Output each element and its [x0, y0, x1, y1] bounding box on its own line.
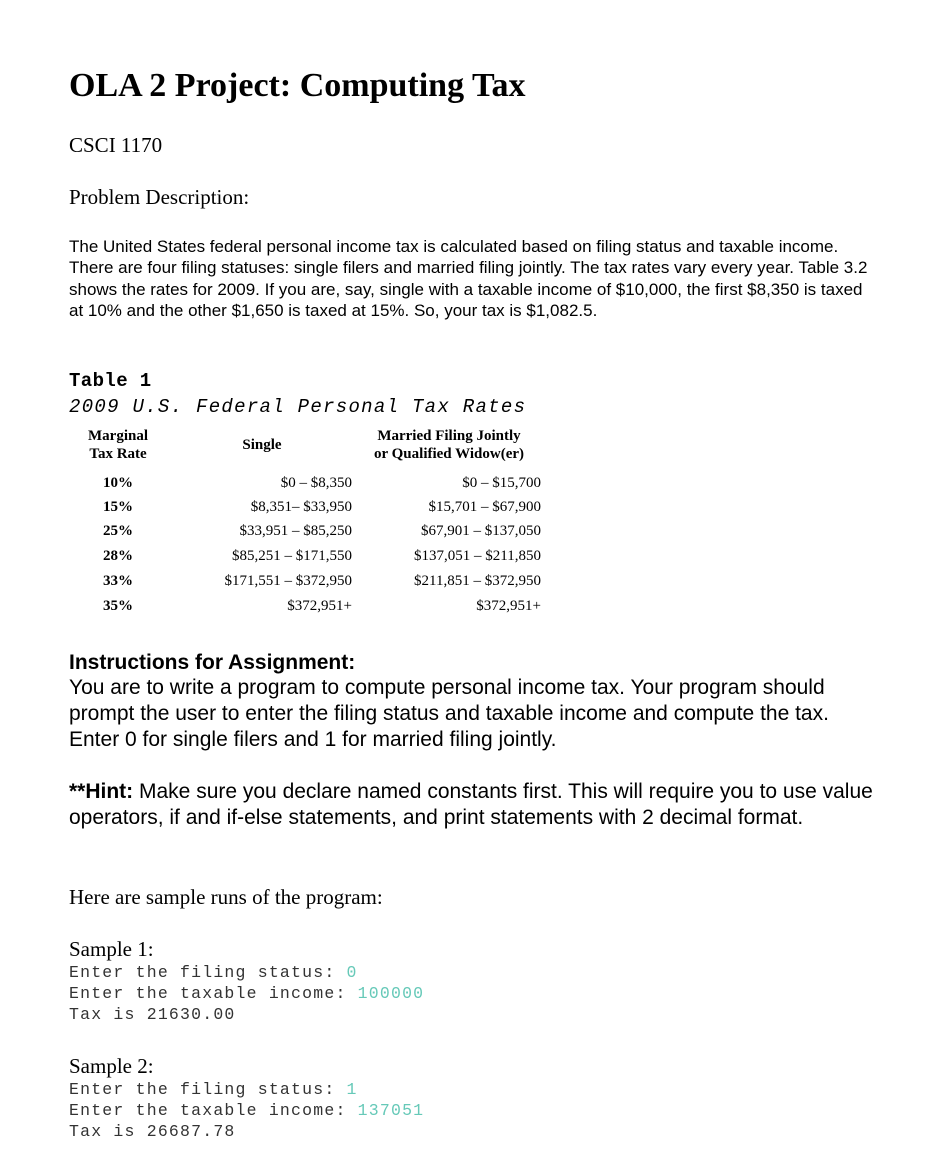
table-row	[0, 597, 926, 621]
status-input-value: 0	[346, 963, 358, 982]
single-bracket-cell: $85,251 – $171,550	[232, 548, 352, 564]
problem-description: The United States federal personal income tax is calculated based on filing status and taxable income. There are four filing statuses: single filers and married filing jointly. The tax rates vary every year. Table 3.2 shows the rates for 2009. If you are, say, single with a taxable income of $10,000, the first $8,350 is taxed at 10% and the other $1,650 is taxed at 15%. So, your tax is $1,082.5.	[69, 237, 868, 320]
married-bracket-cell: $211,851 – $372,950	[414, 573, 541, 589]
table-row	[0, 498, 926, 522]
sample-run-1	[69, 936, 424, 1025]
married-bracket-cell: $137,051 – $211,850	[414, 548, 541, 564]
rate-cell: 15%	[103, 499, 133, 515]
samples-intro: Here are sample runs of the program:	[69, 885, 383, 909]
married-bracket-cell: $0 – $15,700	[462, 475, 541, 491]
single-bracket-cell: $33,951 – $85,250	[239, 523, 352, 539]
income-input-value: 137051	[357, 1101, 425, 1120]
header-single: Single	[242, 437, 282, 453]
table-caption: 2009 U.S. Federal Personal Tax Rates	[69, 396, 527, 418]
sample-title: Sample 1:	[69, 937, 154, 961]
header-married-line2: or Qualified Widow(er)	[374, 446, 524, 462]
problem-heading: Problem Description:	[69, 185, 250, 209]
hint-label: **Hint:	[69, 780, 134, 803]
hint-text: Make sure you declare named constants first. This will require you to use value operators, if and if-else statements, and print statements with 2 decimal format.	[69, 780, 873, 829]
console-result: Tax is 21630.00	[69, 1005, 236, 1024]
single-bracket-cell: $8,351– $33,950	[250, 499, 352, 515]
married-bracket-cell: $372,951+	[476, 598, 541, 614]
course-code: CSCI 1170	[69, 133, 163, 157]
header-rate-line1: Marginal	[88, 428, 148, 444]
rate-cell: 35%	[103, 598, 133, 614]
header-rate-line2: Tax Rate	[89, 446, 147, 462]
married-bracket-cell: $15,701 – $67,900	[428, 499, 541, 515]
sample-run-2	[69, 1053, 424, 1142]
header-marginal-tax-rate	[80, 427, 156, 463]
rate-cell: 10%	[103, 475, 133, 491]
income-prompt: Enter the taxable income:	[69, 984, 358, 1003]
single-bracket-cell: $171,551 – $372,950	[224, 573, 352, 589]
console-result: Tax is 26687.78	[69, 1122, 236, 1141]
instructions-heading: Instructions for Assignment:	[69, 651, 356, 674]
table-row	[0, 474, 926, 498]
single-bracket-cell: $0 – $8,350	[280, 475, 352, 491]
header-married-filing-jointly	[352, 427, 546, 463]
income-input-value: 100000	[357, 984, 425, 1003]
rate-cell: 28%	[103, 548, 133, 564]
console-line	[69, 962, 424, 983]
table-label: Table 1	[69, 370, 152, 392]
married-bracket-cell: $67,901 – $137,050	[421, 523, 541, 539]
table-row	[0, 547, 926, 571]
status-prompt: Enter the filing status:	[69, 963, 347, 982]
single-bracket-cell: $372,951+	[287, 598, 352, 614]
header-married-line1: Married Filing Jointly	[377, 428, 521, 444]
page-title: OLA 2 Project: Computing Tax	[69, 67, 526, 104]
rate-cell: 25%	[103, 523, 133, 539]
table-row	[0, 572, 926, 596]
console-line	[69, 1079, 424, 1100]
hint-paragraph	[69, 779, 889, 831]
status-prompt: Enter the filing status:	[69, 1080, 347, 1099]
instructions-text: You are to write a program to compute personal income tax. Your program should prompt the user to enter the filing status and taxable income and compute the tax. Enter 0 for single filers and 1 for married filing jointly.	[69, 676, 829, 751]
table-row	[0, 522, 926, 546]
console-line	[69, 1100, 424, 1121]
income-prompt: Enter the taxable income:	[69, 1101, 358, 1120]
console-line	[69, 983, 424, 1004]
sample-title: Sample 2:	[69, 1054, 154, 1078]
status-input-value: 1	[346, 1080, 358, 1099]
rate-cell: 33%	[103, 573, 133, 589]
